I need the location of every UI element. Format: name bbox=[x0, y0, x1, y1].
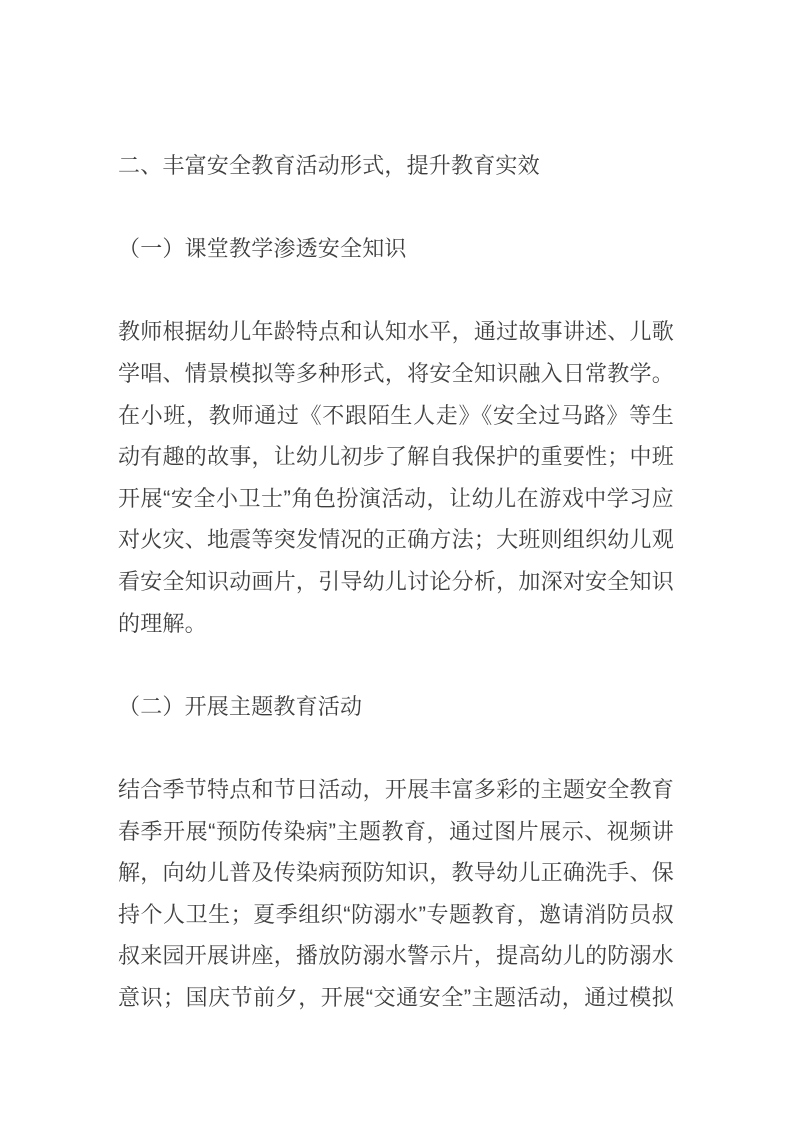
text-line: 教师根据幼儿年龄特点和认知水平，通过故事讲述、儿歌 bbox=[118, 319, 674, 345]
text-line: 的理解。 bbox=[118, 610, 207, 636]
text-line: 看安全知识动画片，引导幼儿讨论分析，加深对安全知识 bbox=[118, 568, 674, 594]
text-line: 叔来园开展讲座，播放防溺水警示片，提高幼儿的防溺水 bbox=[118, 943, 674, 969]
section-heading-main bbox=[118, 145, 674, 187]
text-line: 学唱、情景模拟等多种形式，将安全知识融入日常教学。 bbox=[118, 360, 674, 386]
paragraph-2 bbox=[118, 769, 674, 1019]
text-line: 开展“安全小卫士”角色扮演活动，让幼儿在游戏中学习应 bbox=[118, 485, 674, 511]
text-line: 结合季节特点和节日活动，开展丰富多彩的主题安全教育 bbox=[118, 776, 674, 802]
text-line: 意识；国庆节前夕，开展“交通安全”主题活动，通过模拟 bbox=[118, 984, 674, 1010]
text-line: 持个人卫生；夏季组织“防溺水”专题教育，邀请消防员叔 bbox=[118, 901, 674, 927]
text-line: 动有趣的故事，让幼儿初步了解自我保护的重要性；中班 bbox=[118, 444, 674, 470]
subsection-heading-2 bbox=[118, 686, 674, 728]
heading-line: 二、丰富安全教育活动形式，提升教育实效 bbox=[118, 153, 540, 178]
text-line: 在小班，教师通过《不跟陌生人走》《安全过马路》等生 bbox=[118, 402, 674, 428]
heading-line: （二）开展主题教育活动 bbox=[118, 693, 363, 719]
heading-line: （一）课堂教学渗透安全知识 bbox=[118, 236, 407, 262]
text-line: 对火灾、地震等突发情况的正确方法；大班则组织幼儿观 bbox=[118, 527, 674, 553]
text-line: 春季开展“预防传染病”主题教育，通过图片展示、视频讲 bbox=[118, 818, 674, 844]
subsection-heading-1 bbox=[118, 228, 674, 270]
text-line: 解，向幼儿普及传染病预防知识，教导幼儿正确洗手、保 bbox=[118, 860, 674, 886]
paragraph-1 bbox=[118, 311, 674, 644]
